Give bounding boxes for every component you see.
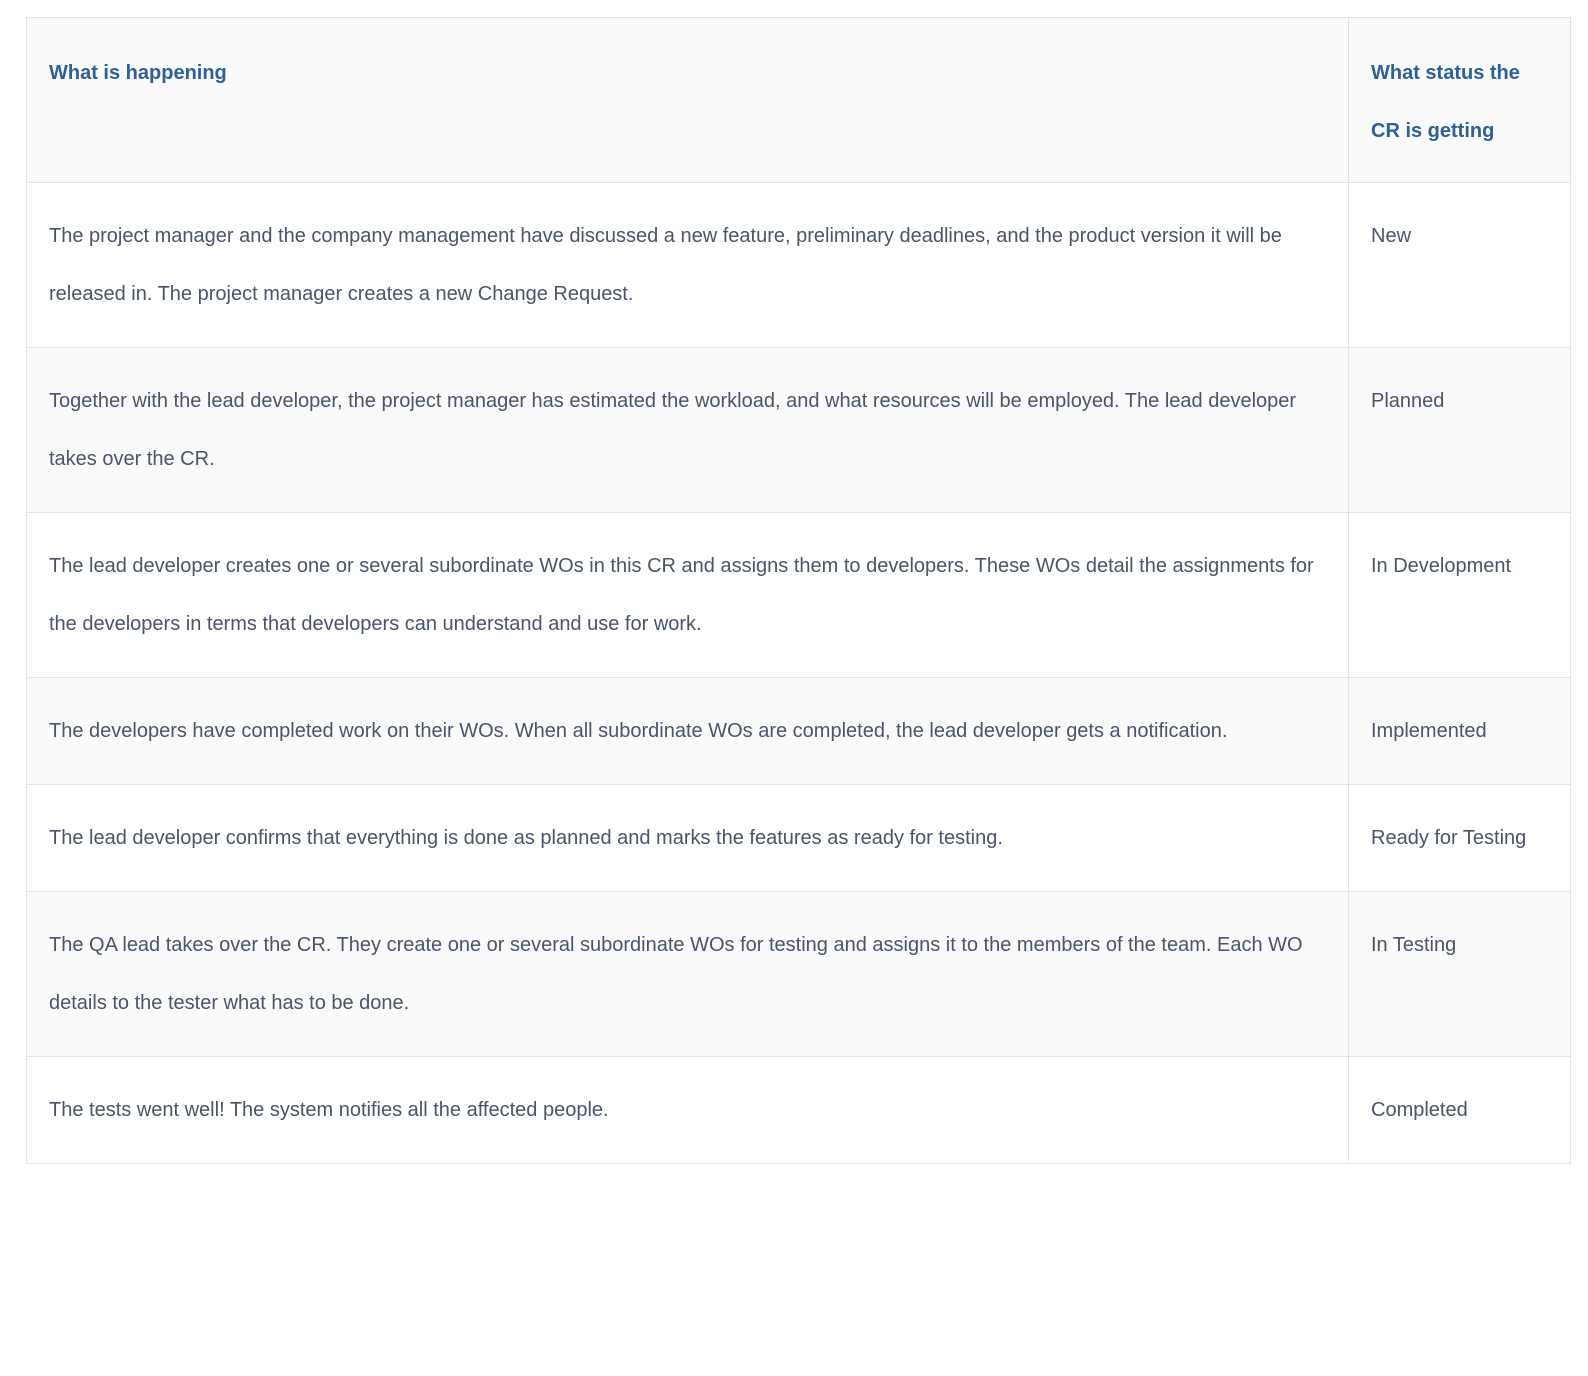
cell-status: In Testing <box>1349 892 1571 1057</box>
cell-what-is-happening: The lead developer confirms that everything is done as planned and marks the features as ready for testing. <box>27 785 1349 892</box>
table-body <box>27 183 1571 1164</box>
cell-status: Ready for Testing <box>1349 785 1571 892</box>
cell-what-is-happening: The tests went well! The system notifies all the affected people. <box>27 1057 1349 1164</box>
cell-what-is-happening: The QA lead takes over the CR. They create one or several subordinate WOs for testing and assigns it to the members of the team. Each WO details to the tester what has to be done. <box>27 892 1349 1057</box>
change-request-status-table-container <box>26 17 1570 1164</box>
table-row <box>27 785 1571 892</box>
cell-what-is-happening: The lead developer creates one or several subordinate WOs in this CR and assigns them to developers. These WOs detail the assignments for the developers in terms that developers can understand and use for work. <box>27 513 1349 678</box>
table-row <box>27 513 1571 678</box>
cell-what-is-happening: The project manager and the company management have discussed a new feature, preliminary deadlines, and the product version it will be released in. The project manager creates a new Change Request. <box>27 183 1349 348</box>
column-header-what-status-the-cr-is-getting: What status the CR is getting <box>1349 18 1571 183</box>
cell-what-is-happening: The developers have completed work on their WOs. When all subordinate WOs are completed, the lead developer gets a notification. <box>27 678 1349 785</box>
cell-status: Implemented <box>1349 678 1571 785</box>
table-row <box>27 183 1571 348</box>
cell-status: In Development <box>1349 513 1571 678</box>
cell-status: Planned <box>1349 348 1571 513</box>
change-request-status-table <box>26 17 1571 1164</box>
cell-status: New <box>1349 183 1571 348</box>
table-row <box>27 348 1571 513</box>
cell-what-is-happening: Together with the lead developer, the project manager has estimated the workload, and what resources will be employed. The lead developer takes over the CR. <box>27 348 1349 513</box>
table-row <box>27 1057 1571 1164</box>
table-header <box>27 18 1571 183</box>
table-header-row <box>27 18 1571 183</box>
column-header-what-is-happening: What is happening <box>27 18 1349 183</box>
cell-status: Completed <box>1349 1057 1571 1164</box>
table-row <box>27 892 1571 1057</box>
table-row <box>27 678 1571 785</box>
